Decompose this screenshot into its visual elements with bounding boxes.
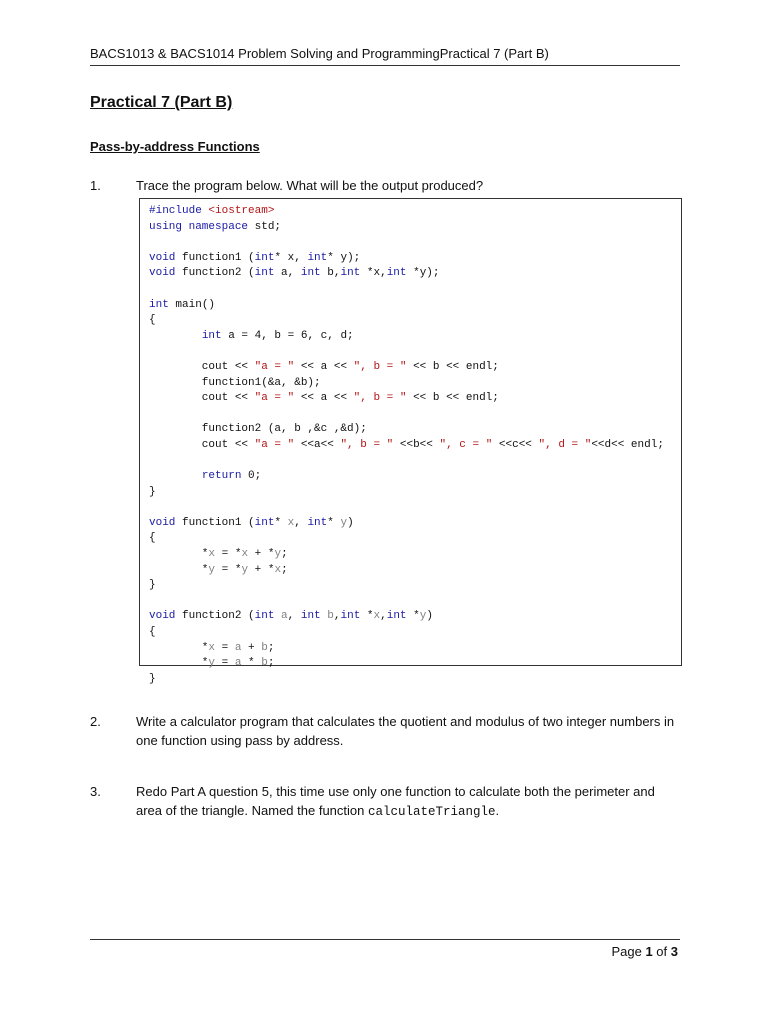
code-text: = *: [215, 563, 242, 576]
code-parameter: x: [241, 548, 249, 561]
code-keyword: int: [340, 610, 361, 623]
code-block: [149, 204, 664, 687]
code-text: <<d<< endl;: [591, 438, 664, 451]
code-line: [149, 470, 261, 482]
code-text: [149, 330, 202, 342]
code-line: [149, 610, 433, 622]
code-string: "a = ": [254, 392, 295, 405]
code-line: [149, 673, 156, 685]
code-text: b,: [320, 267, 341, 280]
code-text: <<c<<: [492, 438, 539, 451]
code-line: [149, 299, 215, 311]
code-keyword: void: [149, 610, 176, 623]
question-number: 1.: [90, 178, 101, 193]
code-text: function2 (: [175, 267, 255, 280]
code-parameter: y: [208, 563, 216, 576]
code-text: << b << endl;: [406, 360, 499, 373]
code-string: "a = ": [254, 360, 295, 373]
code-text: *: [149, 657, 209, 670]
code-parameter: x: [373, 610, 381, 623]
page-header: [90, 46, 680, 66]
code-line: [149, 486, 156, 498]
code-listing: [139, 198, 682, 685]
code-text: *: [149, 641, 209, 654]
question-text-before: Redo Part A question 5, this time use only one function to calculate both the perimeter and area of the triangle. Named the function: [136, 784, 655, 818]
code-text: <<a<<: [294, 438, 341, 451]
code-line: [149, 267, 440, 279]
footer-prefix: Page: [611, 944, 646, 959]
code-line: [149, 205, 274, 217]
code-text: *: [360, 610, 374, 623]
code-keyword: void: [149, 267, 176, 280]
code-keyword: int: [307, 516, 328, 529]
code-keyword: int: [201, 329, 222, 342]
code-text: {: [149, 532, 156, 545]
footer-middle: of: [652, 944, 671, 959]
code-text: ;: [281, 548, 288, 561]
code-keyword: int: [340, 267, 361, 280]
code-text: }: [149, 485, 156, 498]
code-string: ", d = ": [538, 438, 592, 451]
code-text: * x,: [274, 251, 308, 264]
code-line: [149, 361, 499, 373]
code-text: *: [406, 610, 420, 623]
code-text: cout <<: [149, 438, 255, 451]
code-keyword: return: [201, 470, 242, 483]
code-text: << a <<: [294, 360, 354, 373]
code-keyword: int: [254, 267, 275, 280]
code-text: +: [241, 641, 262, 654]
code-text: function1 (: [175, 251, 255, 264]
code-line: [149, 564, 288, 576]
header-text: BACS1013 & BACS1014 Problem Solving and ProgrammingPractical 7 (Part B): [90, 46, 549, 61]
code-line: [149, 377, 321, 389]
code-text: function1 (: [175, 516, 255, 529]
question-text: Write a calculator program that calculates the quotient and modulus of two integer numbers in one function using pass by address.: [136, 714, 675, 748]
code-line: [149, 642, 274, 654]
code-string: ", b = ": [340, 438, 394, 451]
code-line: [149, 330, 354, 342]
code-line: [149, 517, 354, 529]
code-parameter: y: [419, 610, 427, 623]
code-text: ): [347, 516, 354, 529]
code-keyword: void: [149, 251, 176, 264]
code-text: std;: [248, 220, 282, 233]
code-text: *: [149, 563, 209, 576]
code-keyword: int: [254, 251, 275, 264]
code-parameter: y: [208, 657, 216, 670]
function-name-code: calculateTriangle: [367, 805, 496, 819]
code-text: ): [426, 610, 433, 623]
code-text: ,: [333, 610, 341, 623]
code-text: function2 (: [175, 610, 255, 623]
code-parameter: y: [340, 516, 348, 529]
code-keyword: int: [149, 298, 169, 311]
section-title: Pass-by-address Functions: [90, 139, 260, 154]
code-text: }: [149, 672, 156, 685]
code-text: function2 (a, b ,&c ,&d);: [149, 423, 367, 436]
code-parameter: x: [274, 563, 282, 576]
code-text: *y);: [406, 267, 440, 280]
code-text: }: [149, 579, 156, 592]
code-text: *: [327, 516, 341, 529]
code-parameter: b: [261, 641, 268, 654]
code-line: [149, 548, 288, 560]
code-line: [149, 423, 367, 435]
code-text: cout <<: [149, 360, 255, 373]
code-line: [149, 314, 156, 326]
code-text: ,: [380, 610, 387, 623]
code-parameter: b: [327, 610, 334, 623]
question-text-after: .: [495, 803, 500, 818]
code-text: << a <<: [294, 392, 354, 405]
code-string: ", b = ": [353, 360, 407, 373]
code-keyword: #include: [149, 205, 209, 217]
code-line: [149, 392, 499, 404]
code-text: + *: [248, 548, 275, 561]
code-text: *: [274, 516, 288, 529]
code-text: *x,: [360, 267, 387, 280]
code-string: ", c = ": [439, 438, 493, 451]
code-string: ", b = ": [353, 392, 407, 405]
code-parameter: a: [281, 610, 288, 623]
code-text: ;: [281, 563, 288, 576]
code-text: {: [149, 626, 156, 639]
code-parameter: x: [287, 516, 295, 529]
code-text: [149, 470, 202, 482]
code-keyword: int: [300, 610, 321, 623]
code-keyword: void: [149, 516, 176, 529]
code-string: <iostream>: [208, 205, 275, 217]
code-string: "a = ": [254, 438, 295, 451]
code-text: + *: [248, 563, 275, 576]
code-text: *: [241, 657, 262, 670]
code-text: * y);: [327, 251, 361, 264]
code-line: [149, 532, 156, 544]
code-text: function1(&a, &b);: [149, 376, 321, 389]
code-keyword: using namespace: [149, 220, 249, 233]
question-text: [136, 782, 681, 822]
code-text: *: [149, 548, 209, 561]
code-parameter: a: [234, 657, 242, 670]
code-line: [149, 439, 664, 451]
code-text: ;: [267, 657, 275, 670]
code-line: [149, 626, 156, 638]
code-keyword: int: [254, 610, 275, 623]
code-parameter: b: [261, 657, 268, 670]
question-number: 2.: [90, 714, 101, 729]
code-text: a = 4, b = 6, c, d;: [221, 329, 354, 342]
code-parameter: x: [208, 641, 216, 654]
code-keyword: int: [254, 516, 275, 529]
code-text: a,: [274, 267, 301, 280]
code-parameter: a: [234, 641, 242, 654]
code-line: [149, 657, 274, 669]
code-parameter: y: [274, 548, 282, 561]
question-text: Trace the program below. What will be the output produced?: [136, 178, 484, 193]
code-text: ,: [294, 516, 308, 529]
code-line: [149, 579, 156, 591]
page-footer: [611, 944, 678, 959]
code-keyword: int: [386, 610, 407, 623]
code-line: [149, 252, 360, 264]
code-parameter: x: [208, 548, 216, 561]
code-text: main(): [168, 298, 216, 311]
code-text: <<b<<: [393, 438, 440, 451]
code-text: << b << endl;: [406, 392, 499, 405]
code-line: [149, 221, 281, 233]
code-keyword: int: [307, 251, 328, 264]
footer-page-total: 3: [670, 944, 678, 959]
code-parameter: y: [241, 563, 249, 576]
code-text: {: [149, 314, 156, 327]
code-text: 0;: [241, 470, 262, 483]
code-text: = *: [215, 548, 242, 561]
code-text: =: [215, 657, 235, 670]
document-title: Practical 7 (Part B): [90, 94, 233, 111]
code-text: ,: [287, 610, 301, 623]
footer-page-number: 1: [645, 944, 653, 959]
code-keyword: int: [300, 267, 321, 280]
code-text: =: [215, 641, 235, 654]
code-keyword: int: [386, 267, 407, 280]
code-text: cout <<: [149, 392, 255, 405]
footer-divider: [90, 939, 680, 940]
question-number: 3.: [90, 784, 101, 799]
code-text: ;: [267, 641, 275, 654]
